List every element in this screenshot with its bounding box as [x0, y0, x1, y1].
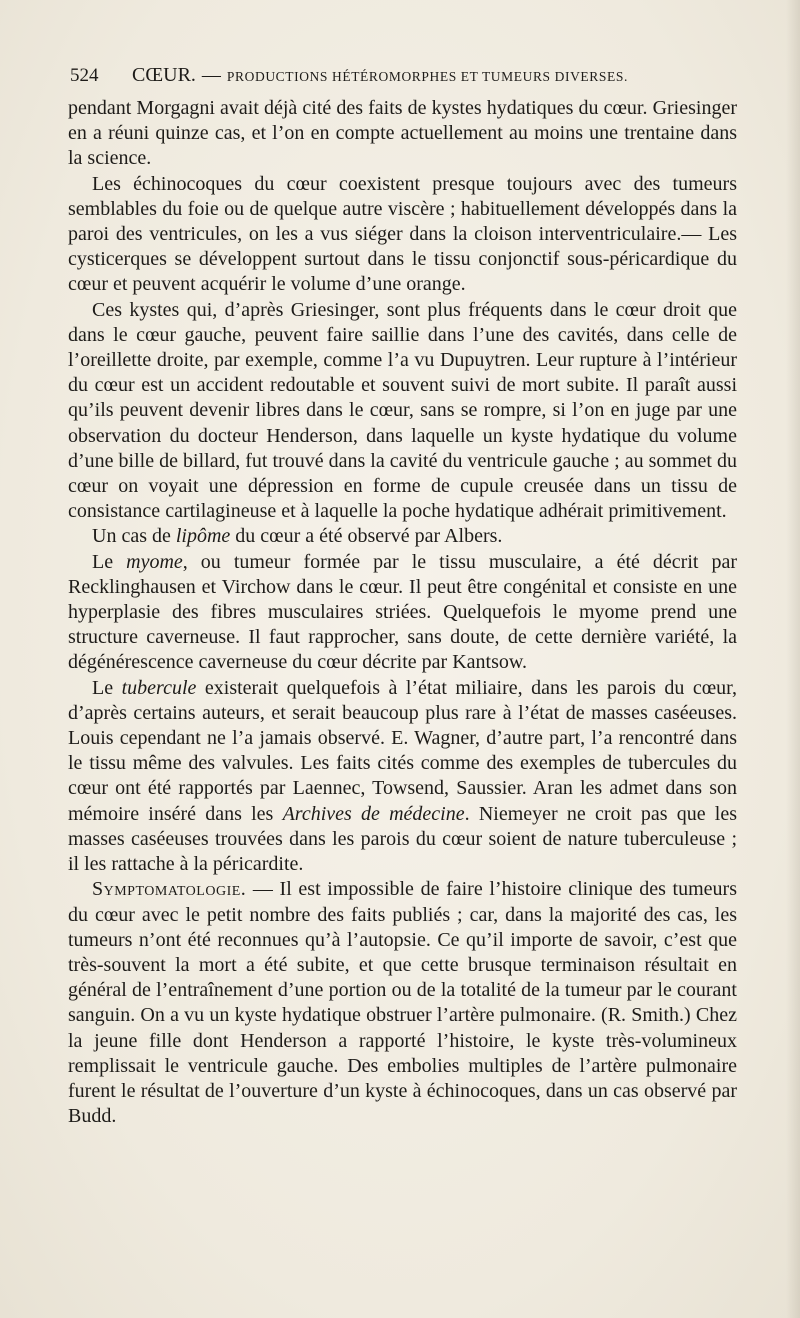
- page-edge-shadow: [786, 0, 800, 1318]
- running-header: [70, 60, 740, 90]
- myome-term: myome: [126, 550, 183, 573]
- paragraph-kystes: Ces kystes qui, d’après Griesinger, sont plus fréquents dans le cœur droit que dans le cœur gauche, peuvent faire saillie dans l’une des cavités, dans celle de l’oreillette droite, par exemple, comme l’a vu Dupuytren. Leur rupture à l’intérieur du cœur est un accident redoutable et souvent suivi de mort subite. Il paraît aussi qu’ils peuvent devenir libres dans le cœur, sans se rompre, si l’on en juge par une observation du docteur Henderson, dans laquelle un kyste hydatique du volume d’une bille de billard, fut trouvé dans la cavité du ventricule gauche ; au sommet du cœur on voyait une dépression en forme de cupule creusée dans un tissu de consistance cartilagineuse et à laquelle la poche hydatique adhérait primitivement.: [68, 298, 737, 523]
- page-number: 524: [70, 65, 99, 86]
- paragraph-symptomatologie: [68, 877, 737, 1129]
- paragraph-continuation: pendant Morgagni avait déjà cité des faits de kystes hydatiques du cœur. Griesinger en a réuni quinze cas, et l’on en compte actuellement au moins une trentaine dans la science.: [68, 97, 737, 170]
- lipome-term: lipôme: [175, 525, 231, 548]
- paragraph-tubercule: [68, 676, 737, 878]
- lipome-post: du cœur a été observé par Albers.: [230, 525, 503, 548]
- body-text: [68, 96, 737, 1129]
- myome-pre: Le: [92, 550, 127, 573]
- section-subtitle: PRODUCTIONS HÉTÉROMORPHES ET TUMEURS DIVERSES.: [226, 69, 628, 84]
- paragraph-lipome: [68, 524, 737, 549]
- myome-post: , ou tumeur formée par le tissu musculaire, a été décrit par Recklinghausen et Virchow dans le cœur. Il peut être congénital et consiste en une hyperplasie des fibres musculaires striées. Quelquefois le myome prend une structure caverneuse. Il faut rapprocher, sans doute, de cette dernière variété, la dégénérescence caverneuse du cœur décrite par Kantsow.: [68, 550, 737, 674]
- header-dash: —: [201, 65, 221, 86]
- section-title: CŒUR.: [132, 64, 196, 86]
- paragraph-myome: [68, 550, 737, 676]
- tubercule-pre: Le: [92, 676, 122, 699]
- symptomatologie-body: — Il est impossible de faire l’histoire clinique des tumeurs du cœur avec le petit nombre des faits publiés ; car, dans la majorité des cas, les tumeurs n’ont été reconnues qu’à l’autopsie. Ce qu’il importe de savoir, c’est que très-souvent la mort a été subite, et que cette brusque terminaison résultait en général de l’entraînement d’une portion ou de la totalité de la tumeur par le courant sanguin. On a vu un kyste hydatique obstruer l’artère pulmonaire. (R. Smith.) Chez la jeune fille dont Henderson a rapporté l’histoire, le kyste très-volumineux remplissait le ventricule gauche. Des embolies multiples de l’artère pulmonaire furent le résultat de l’ouverture d’un kyste à échinocoques, dans un cas observé par Budd.: [68, 878, 737, 1128]
- symptomatologie-heading: Symptomatologie.: [92, 878, 247, 901]
- lipome-pre: Un cas de: [92, 525, 176, 548]
- tubercule-mid: existerait quelquefois à l’état miliaire, dans les parois du cœur, d’après certains auteurs, et serait beaucoup plus rare à l’état de masses caséeuses. Louis cependant ne l’a jamais observé. E. Wagner, d’autre part, l’a rencontré dans le tissu même des valvules. Les faits cités comme des exemples de tubercules du cœur ont été rapportés par Laennec, Towsend, Saussier. Aran les admet dans son mémoire inséré dans les: [68, 676, 738, 825]
- archives-title: Archives de médecine: [282, 802, 465, 825]
- tubercule-term: tubercule: [121, 676, 197, 699]
- tubercule-post: . Niemeyer ne croit pas que les masses caséeuses trouvées dans les parois du cœur soient de nature tuberculeuse ; il les rattache à la péricardite.: [68, 802, 737, 876]
- paragraph-echinocoques: Les échinocoques du cœur coexistent presque toujours avec des tumeurs semblables du foie ou de quelque autre viscère ; habituellement développés dans la paroi des ventricules, on les a vus siéger dans la cloison interventriculaire.— Les cysticerques se développent surtout dans le tissu conjonctif sous-péricardique du cœur et peuvent acquérir le volume d’une orange.: [68, 172, 737, 296]
